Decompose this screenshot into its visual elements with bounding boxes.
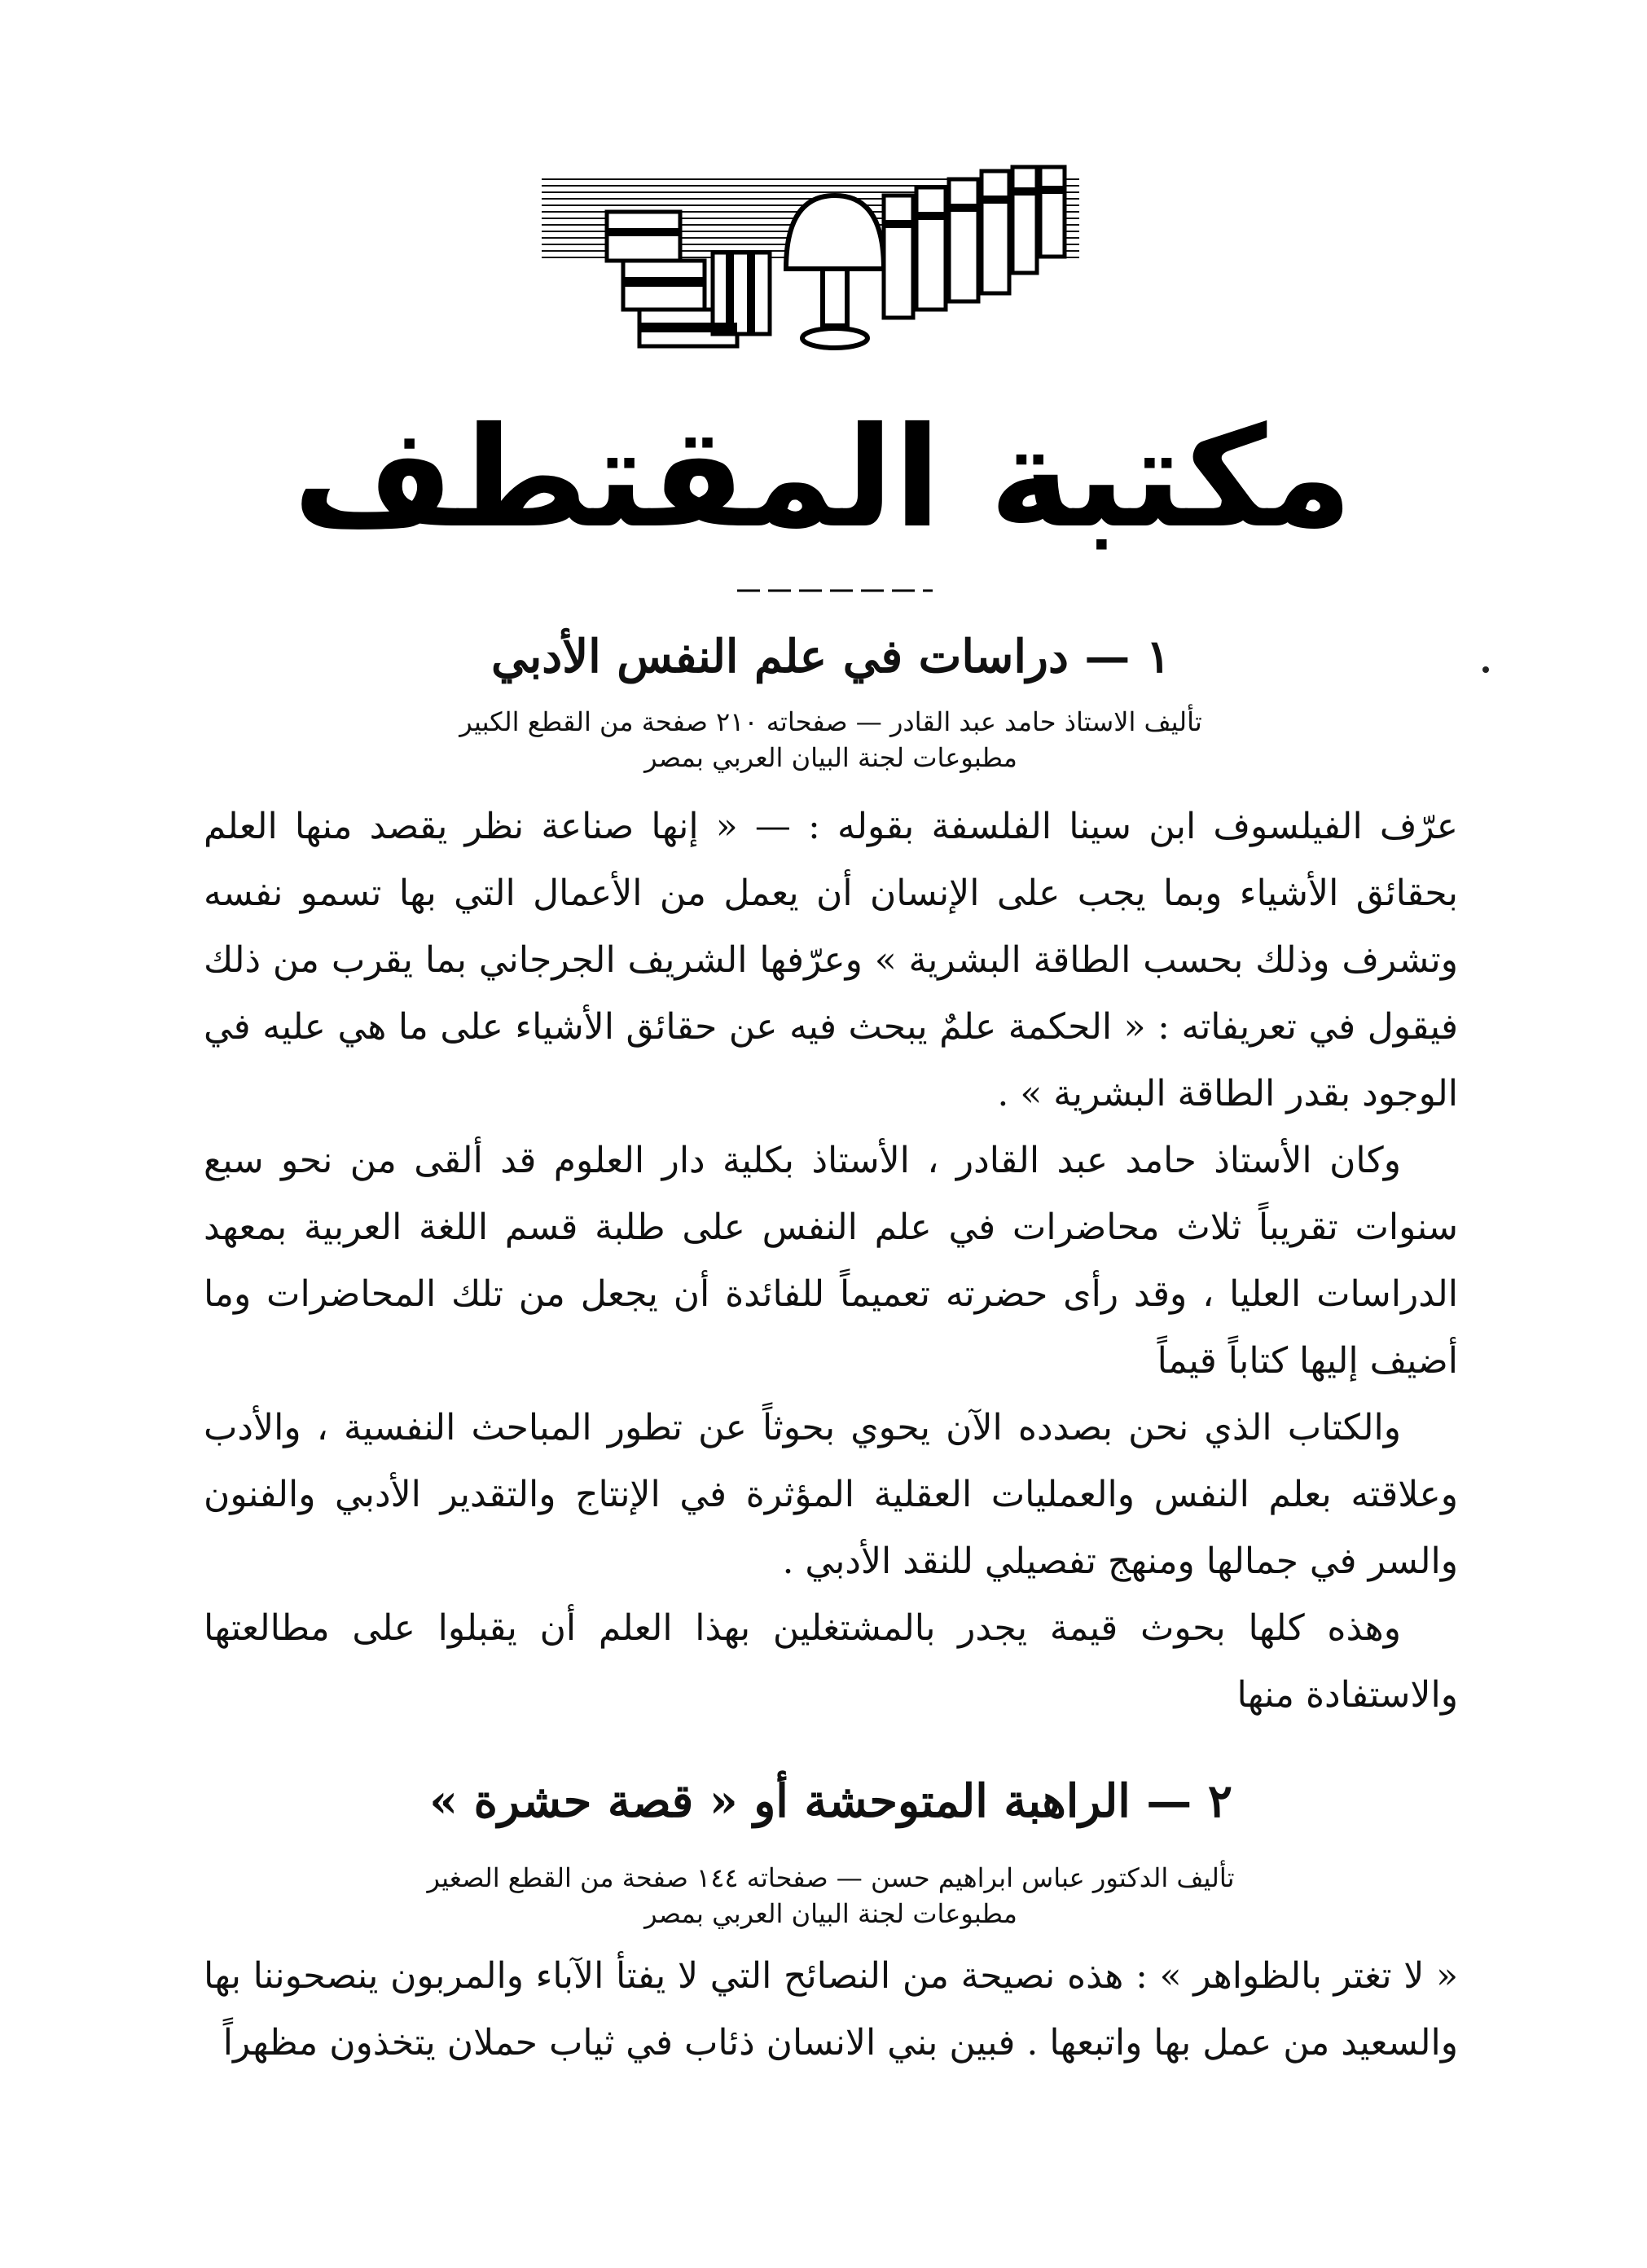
article-2-title: ٢ — الراهبة المتوحشة أو « قصة حشرة » xyxy=(429,1774,1232,1828)
article-1-paragraph: وهذه كلها بحوث قيمة يجدر بالمشتغلين بهذا العلم أن يقبلوا على مطالعتها والاستفادة منها xyxy=(204,1607,1458,1716)
masthead-title: مكتبة المقتطف xyxy=(292,398,1353,559)
divider-rule xyxy=(737,588,933,593)
article-1 xyxy=(204,627,1458,1729)
article-2-publisher: مطبوعات لجنة البيان العربي بمصر xyxy=(644,1898,1017,1929)
margin-speck xyxy=(1482,666,1489,673)
article-2 xyxy=(204,1772,1458,2077)
article-1-paragraph: وكان الأستاذ حامد عبد القادر ، الأستاذ بكلية دار العلوم قد ألقى من نحو سبع سنوات تقريباً ثلاث محاضرات في علم النفس على طلبة قسم اللغة العربية بمعهد الدراسات العليا ، وقد رأى حضرته تعميماً للفائدة أن يجعل من تلك المحاضرات وما أضيف إليها كتاباً قيماً xyxy=(204,1140,1459,1382)
article-2-byline: تأليف الدكتور عباس ابراهيم حسن — صفحاته ١٤٤ صفحة من القطع الصغير xyxy=(427,1862,1235,1893)
books-illustration xyxy=(534,163,1087,358)
article-1-paragraph: عرّف الفيلسوف ابن سينا الفلسفة بقوله : — « إنها صناعة نظر يقصد منها العلم بحقائق الأشياء وبما يجب على الإنسان أن يعمل من الأعمال التي بها تسمو نفسه وتشرف وذلك بحسب الطاقة البشرية » وعرّفها الشريف الجرجاني بما يقرب من ذلك فيقول في تعريفاته : « الحكمة علمٌ يبحث فيه عن حقائق الأشياء على ما هي عليه في الوجود بقدر الطاقة البشرية » . xyxy=(204,806,1458,1114)
article-1-publisher: مطبوعات لجنة البيان العربي بمصر xyxy=(644,742,1017,773)
article-1-title: ١ — دراسات في علم النفس الأدبي xyxy=(491,630,1170,683)
article-1-paragraph: والكتاب الذي نحن بصدده الآن يحوي بحوثاً عن تطور المباحث النفسية ، والأدب وعلاقته بعلم النفس والعمليات العقلية المؤثرة في الإنتاج والتقدير الأدبي والفنون والسر في جمالها ومنهج تفصيلي للنقد الأدبي . xyxy=(204,1407,1458,1582)
masthead-logo xyxy=(292,383,1353,578)
article-2-paragraph: « لا تغتر بالظواهر » : هذه نصيحة من النصائح التي لا يفتأ الآباء والمربون ينصحوننا بها والسعيد من عمل بها واتبعها . فبين بني الانسان ذئاب في ثياب حملان يتخذون مظهراً xyxy=(204,1955,1458,2064)
article-1-byline: تأليف الاستاذ حامد عبد القادر — صفحاته ٢١٠ صفحة من القطع الكبير xyxy=(459,706,1202,737)
